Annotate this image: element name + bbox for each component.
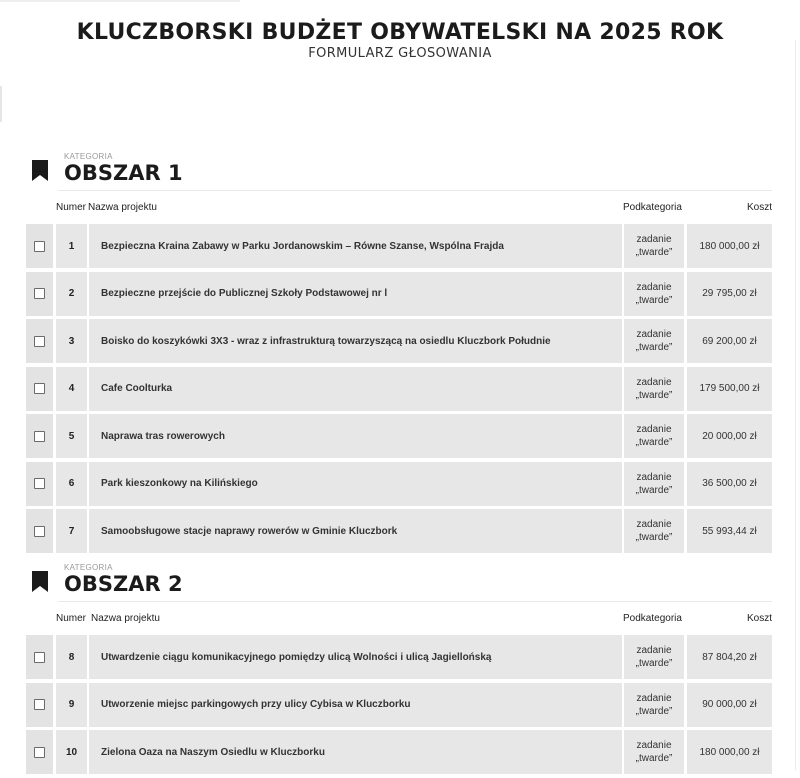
subcategory-line-1: zadanie	[636, 234, 672, 245]
project-row	[26, 509, 772, 553]
subcategory-line-1: zadanie	[636, 645, 672, 656]
project-number: 3	[56, 319, 87, 363]
vote-checkbox[interactable]	[34, 652, 45, 663]
vote-checkbox[interactable]	[34, 747, 45, 758]
project-cost: 29 795,00 zł	[687, 272, 772, 316]
project-number: 8	[56, 635, 87, 679]
vote-checkbox[interactable]	[34, 336, 45, 347]
project-number: 4	[56, 367, 87, 411]
project-row	[26, 462, 772, 506]
subcategory-line-2: „twarde”	[635, 342, 673, 353]
project-number: 6	[56, 462, 87, 506]
column-number: Numer	[56, 202, 87, 213]
vote-checkbox[interactable]	[34, 478, 45, 489]
project-name: Bezpieczna Kraina Zabawy w Parku Jordanowskim – Równe Szanse, Wspólna Frajda	[89, 224, 622, 268]
column-cost: Koszt	[746, 202, 772, 213]
project-subcategory	[624, 319, 684, 363]
project-row	[26, 224, 772, 268]
category-header	[26, 152, 772, 190]
project-number: 9	[56, 683, 87, 727]
bookmark-icon	[32, 571, 48, 592]
subcategory-line-2: „twarde”	[635, 753, 673, 764]
category-label: KATEGORIA	[64, 152, 113, 161]
project-subcategory	[624, 462, 684, 506]
project-name: Utworzenie miejsc parkingowych przy ulicy Cybisa w Kluczborku	[89, 683, 622, 727]
project-subcategory	[624, 635, 684, 679]
subcategory-line-1: zadanie	[636, 692, 672, 704]
subcategory-line-2: „twarde”	[635, 658, 673, 669]
project-name: Park kieszonkowy na Kilińskiego	[89, 462, 622, 506]
vote-checkbox-cell[interactable]	[26, 683, 53, 727]
category-label: KATEGORIA	[64, 563, 113, 572]
vote-checkbox-cell[interactable]	[26, 635, 53, 679]
project-number: 7	[56, 509, 87, 553]
project-number: 1	[56, 224, 87, 268]
project-row	[26, 730, 772, 774]
project-number: 2	[56, 272, 87, 316]
vote-checkbox[interactable]	[34, 431, 45, 442]
subcategory-line-2: „twarde”	[635, 437, 673, 448]
page-title: KLUCZBORSKI BUDŻET OBYWATELSKI NA 2025 ROK	[76, 20, 724, 45]
subcategory-line-1: zadanie	[636, 329, 672, 340]
project-cost: 20 000,00 zł	[687, 414, 772, 458]
vote-checkbox[interactable]	[34, 383, 45, 394]
project-name: Utwardzenie ciągu komunikacyjnego pomiędzy ulicą Wolności i ulicą Jagiellońską	[89, 635, 622, 679]
vote-checkbox-cell[interactable]	[26, 272, 53, 316]
column-cost: Koszt	[746, 613, 772, 624]
subcategory-line-1: zadanie	[636, 471, 672, 483]
project-name: Boisko do koszykówki 3X3 - wraz z infrastrukturą towarzyszącą na osiedlu Kluczbork Południe	[89, 319, 622, 363]
category-name: OBSZAR 1	[64, 161, 183, 185]
project-list	[26, 224, 772, 553]
category-header	[26, 563, 772, 601]
project-cost: 180 000,00 zł	[687, 224, 772, 268]
subcategory-line-2: „twarde”	[635, 705, 673, 717]
project-subcategory	[624, 509, 684, 553]
project-subcategory	[624, 272, 684, 316]
project-number: 10	[56, 730, 87, 774]
project-cost: 180 000,00 zł	[687, 730, 772, 774]
project-subcategory	[624, 414, 684, 458]
project-cost: 90 000,00 zł	[687, 683, 772, 727]
vote-checkbox[interactable]	[34, 241, 45, 252]
column-subcategory: Podkategoria	[623, 613, 682, 624]
subcategory-line-2: „twarde”	[635, 532, 673, 543]
subcategory-line-1: zadanie	[636, 519, 672, 530]
subcategory-line-1: zadanie	[636, 281, 672, 293]
project-name: Bezpieczne przejście do Publicznej Szkoły Podstawowej nr l	[89, 272, 622, 316]
subcategory-line-2: „twarde”	[635, 389, 673, 401]
vote-checkbox[interactable]	[34, 699, 45, 710]
vote-checkbox-cell[interactable]	[26, 224, 53, 268]
category-section-obszar-2	[26, 563, 772, 778]
subcategory-line-1: zadanie	[636, 740, 672, 751]
bookmark-icon	[32, 160, 48, 181]
vote-checkbox-cell[interactable]	[26, 367, 53, 411]
left-edge-mark	[0, 86, 2, 122]
vote-checkbox-cell[interactable]	[26, 462, 53, 506]
vote-checkbox-cell[interactable]	[26, 509, 53, 553]
project-row	[26, 683, 772, 727]
project-name: Naprawa tras rowerowych	[89, 414, 622, 458]
project-cost: 69 200,00 zł	[687, 319, 772, 363]
page-header	[0, 20, 800, 62]
project-cost: 36 500,00 zł	[687, 462, 772, 506]
category-section-obszar-1	[26, 152, 772, 557]
project-row	[26, 319, 772, 363]
right-edge-line	[795, 40, 796, 770]
column-name: Nazwa projektu	[88, 202, 157, 213]
project-subcategory	[624, 367, 684, 411]
subcategory-line-2: „twarde”	[635, 294, 673, 306]
vote-checkbox-cell[interactable]	[26, 730, 53, 774]
top-edge-line	[0, 0, 240, 2]
subcategory-line-1: zadanie	[636, 424, 672, 435]
project-subcategory	[624, 730, 684, 774]
page-subtitle: FORMULARZ GŁOSOWANIA	[308, 46, 492, 61]
project-name: Cafe Coolturka	[89, 367, 622, 411]
project-cost: 179 500,00 zł	[687, 367, 772, 411]
column-number: Numer	[56, 613, 87, 624]
category-name: OBSZAR 2	[64, 572, 183, 596]
project-row	[26, 367, 772, 411]
project-name: Samoobsługowe stacje naprawy rowerów w Gminie Kluczbork	[89, 509, 622, 553]
table-header	[26, 610, 772, 635]
category-divider	[58, 190, 772, 191]
project-row	[26, 272, 772, 316]
column-name: Nazwa projektu	[91, 613, 160, 624]
project-list	[26, 635, 772, 774]
vote-checkbox[interactable]	[34, 526, 45, 537]
project-cost: 87 804,20 zł	[687, 635, 772, 679]
project-row	[26, 414, 772, 458]
project-row	[26, 635, 772, 679]
vote-checkbox-cell[interactable]	[26, 414, 53, 458]
vote-checkbox-cell[interactable]	[26, 319, 53, 363]
project-subcategory	[624, 224, 684, 268]
project-subcategory	[624, 683, 684, 727]
project-number: 5	[56, 414, 87, 458]
subcategory-line-2: „twarde”	[635, 247, 673, 258]
subcategory-line-2: „twarde”	[635, 484, 673, 496]
table-header	[26, 199, 772, 224]
project-name: Zielona Oaza na Naszym Osiedlu w Kluczborku	[89, 730, 622, 774]
subcategory-line-1: zadanie	[636, 376, 672, 388]
vote-checkbox[interactable]	[34, 288, 45, 299]
category-divider	[58, 601, 772, 602]
project-cost: 55 993,44 zł	[687, 509, 772, 553]
column-subcategory: Podkategoria	[623, 202, 682, 213]
